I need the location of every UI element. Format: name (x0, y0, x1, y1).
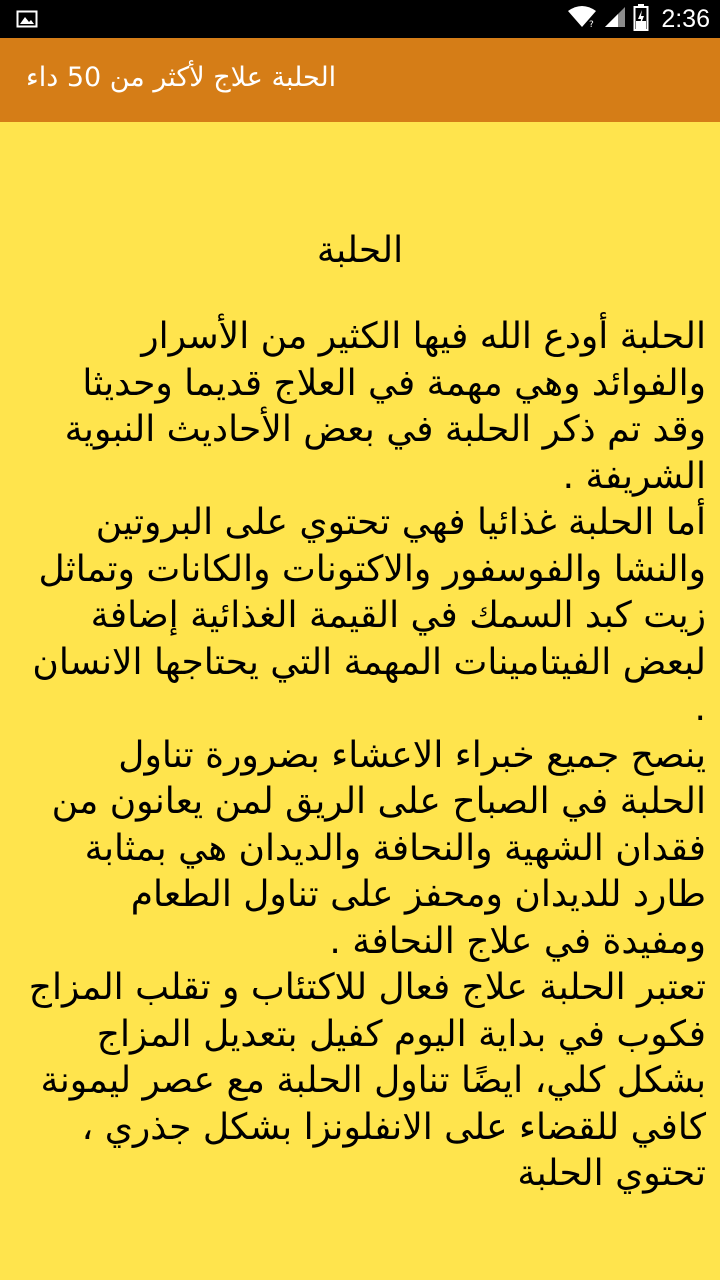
battery-charging-icon (633, 3, 649, 35)
article-body (22, 314, 706, 1198)
svg-text:?: ? (589, 20, 595, 29)
cell-signal-icon (603, 5, 627, 33)
article-paragraph: ينصح جميع خبراء الاعشاء بضرورة تناول الحلبة في الصباح على الريق لمن يعانون من فقدان الشهية والنحافة والديدان هي بمثابة طارد للديدان ومحفز على تناول الطعام ومفيدة في علاج النحافة . (51, 734, 706, 962)
wifi-icon (567, 5, 597, 33)
article-paragraph: أما الحلبة غذائيا فهي تحتوي على البروتين والنشا والفوسفور والاكتونات والكانات وتماثل زيت كبد السمك في القيمة الغذائية إضافة لبعض الفيتامينات المهمة التي يحتاجها الانسان . (32, 502, 706, 729)
article-paragraph: تعتبر الحلبة علاج فعال للاكتئاب و تقلب المزاج فكوب في بداية اليوم كفيل بتعديل المزاج بشكل كلي، ايضًا تناول الحلبة مع عصر ليمونة كافي للقضاء على الانفلونزا بشكل جذري ، تحتوي الحلبة (28, 967, 706, 1194)
status-bar (0, 0, 720, 38)
article-paragraph: الحلبة أودع الله فيها الكثير من الأسرار والفوائد وهي مهمة في العلاج قديما وحديثا وقد تم ذكر الحلبة في بعض الأحاديث النبوية الشريفة . (64, 316, 706, 497)
status-indicators (567, 0, 710, 38)
app-bar (0, 38, 720, 122)
status-time: 2:36 (661, 4, 710, 33)
article-heading: الحلبة (316, 230, 404, 271)
image-notification-icon (16, 8, 38, 30)
app-title: الحلبة علاج لأكثر من 50 داء (26, 62, 337, 93)
article-content[interactable] (0, 122, 720, 1280)
